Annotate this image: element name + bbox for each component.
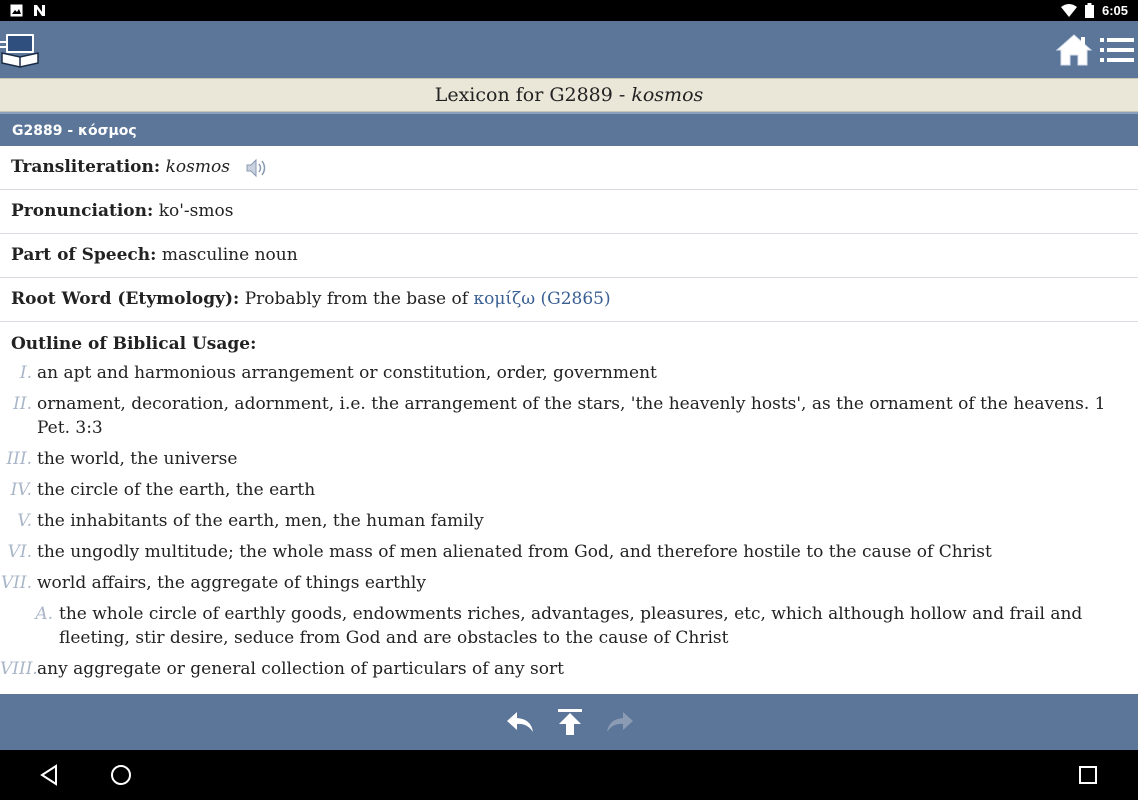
pronunciation-row (0, 190, 1138, 234)
outline-item-text: the circle of the earth, the earth (37, 480, 316, 500)
outline-item-number: I. (19, 363, 32, 383)
forward-icon[interactable] (605, 708, 635, 736)
outline-item-number: VII. (0, 573, 32, 593)
back-icon[interactable] (505, 708, 535, 736)
transliteration-label: Transliteration: (11, 157, 161, 177)
outline-item-number: II. (13, 394, 32, 414)
root-word-label: Root Word (Etymology): (11, 289, 240, 309)
home-icon[interactable] (1056, 33, 1092, 67)
outline-item-number: A. (35, 604, 53, 624)
part-of-speech-row (0, 234, 1138, 278)
page-title-word: kosmos (631, 84, 704, 106)
outline-item-text: world affairs, the aggregate of things earthly (37, 573, 426, 593)
wifi-icon (1061, 4, 1077, 17)
lexicon-content[interactable] (0, 112, 1138, 694)
page-title (0, 78, 1138, 112)
outline-item (0, 653, 1138, 684)
bottom-toolbar (0, 694, 1138, 750)
page-title-prefix: Lexicon for G2889 - (434, 84, 632, 106)
app-bar (0, 21, 1138, 78)
outline-subitem (0, 598, 1138, 653)
outline-item (0, 474, 1138, 505)
book-laptop-icon[interactable] (0, 29, 40, 69)
system-nav-bar (0, 750, 1138, 800)
outline-item-number: III. (6, 449, 32, 469)
outline-item (0, 505, 1138, 536)
part-of-speech-value: masculine noun (161, 245, 298, 265)
root-word-text: Probably from the base of (244, 289, 469, 309)
gallery-icon (10, 4, 23, 17)
outline-item (0, 357, 1138, 388)
system-home-icon[interactable] (109, 763, 133, 787)
outline-title: Outline of Biblical Usage: (11, 334, 257, 354)
part-of-speech-label: Part of Speech: (11, 245, 157, 265)
outline-item (0, 567, 1138, 598)
outline-item-text: ornament, decoration, adornment, i.e. the arrangement of the stars, 'the heavenly hosts', as the ornament of the heavens. 1 Pet. 3:3 (37, 394, 1106, 438)
scroll-top-icon[interactable] (555, 708, 585, 736)
outline-item-text: the inhabitants of the earth, men, the human family (37, 511, 484, 531)
pronunciation-value: ko'-smos (158, 201, 234, 221)
root-word-link[interactable]: κομίζω (G2865) (473, 289, 611, 309)
status-bar (0, 0, 1138, 21)
speaker-icon[interactable] (245, 158, 269, 178)
outline-section (0, 322, 1138, 684)
outline-item-text: an apt and harmonious arrangement or constitution, order, government (37, 363, 657, 383)
n-icon (33, 4, 46, 17)
outline-item-number: VI. (7, 542, 32, 562)
outline-item (0, 536, 1138, 567)
pronunciation-label: Pronunciation: (11, 201, 154, 221)
outline-item-text: the ungodly multitude; the whole mass of men alienated from God, and therefore hostile to the cause of Christ (37, 542, 992, 562)
transliteration-value: kosmos (165, 157, 230, 177)
outline-item-text: any aggregate or general collection of particulars of any sort (37, 659, 564, 679)
outline-item-text: the whole circle of earthly goods, endowments riches, advantages, pleasures, etc, which although hollow and frail and fleeting, stir desire, seduce from God and are obstacles to the cause of Christ (59, 604, 1083, 648)
outline-item-number: V. (17, 511, 32, 531)
entry-header: G2889 - κόσμος (0, 112, 1138, 146)
outline-item (0, 388, 1138, 443)
outline-item-number: VIII. (0, 659, 38, 679)
menu-icon[interactable] (1100, 37, 1134, 63)
outline-item (0, 443, 1138, 474)
system-recents-icon[interactable] (1076, 763, 1100, 787)
transliteration-row (0, 146, 1138, 190)
battery-icon (1085, 3, 1094, 18)
outline-item-text: the world, the universe (37, 449, 238, 469)
outline-item-number: IV. (10, 480, 32, 500)
root-word-row (0, 278, 1138, 322)
status-time: 6:05 (1101, 3, 1128, 18)
system-back-icon[interactable] (38, 763, 62, 787)
